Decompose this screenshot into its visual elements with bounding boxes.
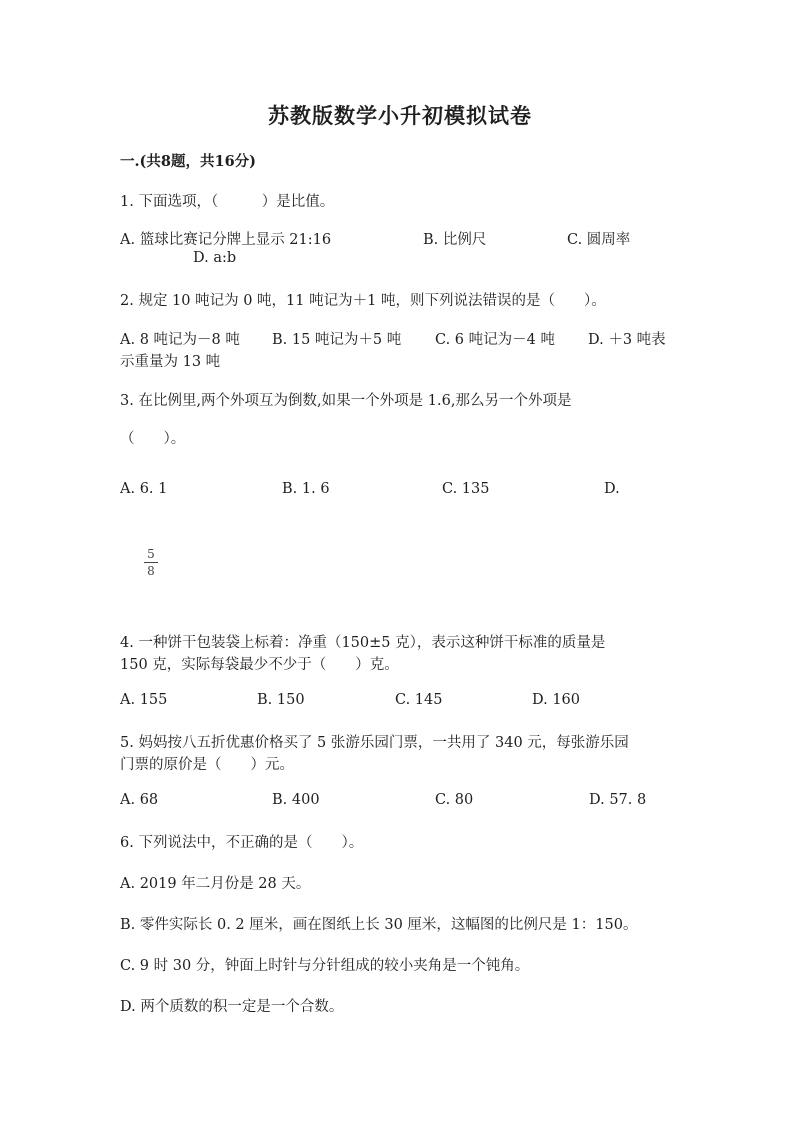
question-6-option-a: A. 2019 年二月份是 28 天。 bbox=[120, 876, 311, 892]
question-3-stem: 3. 在比例里,两个外项互为倒数,如果一个外项是 1.6,那么另一个外项是 bbox=[120, 393, 572, 409]
question-5-option-b: B. 400 bbox=[272, 792, 320, 808]
question-4-stem: 4. 一种饼干包装袋上标着：净重（150±5 克），表示这种饼干标准的质量是 bbox=[120, 635, 606, 651]
fraction-denominator: 8 bbox=[147, 564, 155, 578]
question-3-option-d: D. bbox=[604, 481, 620, 497]
fraction-bar bbox=[144, 562, 158, 563]
question-4-option-a: A. 155 bbox=[120, 692, 168, 708]
question-2-option-d-continued: 示重量为 13 吨 bbox=[120, 354, 221, 370]
question-1-option-c: C. 圆周率 bbox=[567, 232, 631, 248]
question-1-option-b: B. 比例尺 bbox=[423, 232, 487, 248]
question-6-option-c: C. 9 时 30 分，钟面上时针与分针组成的较小夹角是一个钝角。 bbox=[120, 958, 530, 974]
question-3-option-d-fraction bbox=[144, 547, 158, 578]
question-6-stem: 6. 下列说法中，不正确的是（ ）。 bbox=[120, 835, 364, 851]
question-2-option-c: C. 6 吨记为－4 吨 bbox=[435, 332, 555, 348]
question-6-option-d: D. 两个质数的积一定是一个合数。 bbox=[120, 999, 344, 1015]
question-1-stem: 1. 下面选项，（ ）是比值。 bbox=[120, 194, 335, 210]
question-2-option-d: D. ＋3 吨表 bbox=[588, 332, 666, 348]
question-4-option-d: D. 160 bbox=[532, 692, 581, 708]
question-5-stem-continued: 门票的原价是（ ）元。 bbox=[120, 757, 294, 773]
question-3-option-c: C. 135 bbox=[442, 481, 490, 497]
question-4-option-c: C. 145 bbox=[395, 692, 443, 708]
question-1-option-a: A. 篮球比赛记分牌上显示 21:16 bbox=[120, 232, 332, 248]
question-2-stem: 2. 规定 10 吨记为 0 吨，11 吨记为＋1 吨，则下列说法错误的是（ ）。 bbox=[120, 293, 606, 309]
question-2-option-b: B. 15 吨记为＋5 吨 bbox=[272, 332, 402, 348]
question-4-option-b: B. 150 bbox=[257, 692, 305, 708]
question-3-option-b: B. 1. 6 bbox=[282, 481, 330, 497]
exam-title: 苏教版数学小升初模拟试卷 bbox=[268, 103, 532, 128]
question-1-option-d: D. a:b bbox=[193, 250, 237, 266]
question-5-option-d: D. 57. 8 bbox=[589, 792, 647, 808]
section-heading: 一.(共8题，共16分) bbox=[120, 153, 257, 170]
fraction-numerator: 5 bbox=[147, 547, 155, 561]
question-5-option-a: A. 68 bbox=[120, 792, 159, 808]
question-2-option-a: A. 8 吨记为－8 吨 bbox=[120, 332, 240, 348]
question-4-stem-continued: 150 克，实际每袋最少不少于（ ）克。 bbox=[120, 657, 399, 673]
question-6-option-b: B. 零件实际长 0. 2 厘米，画在图纸上长 30 厘米，这幅图的比例尺是 1：150。 bbox=[120, 917, 638, 933]
question-3-option-a: A. 6. 1 bbox=[120, 481, 168, 497]
question-3-stem-continued: （ ）。 bbox=[120, 431, 186, 447]
question-5-stem: 5. 妈妈按八五折优惠价格买了 5 张游乐园门票，一共用了 340 元，每张游乐园 bbox=[120, 735, 629, 751]
question-5-option-c: C. 80 bbox=[435, 792, 474, 808]
